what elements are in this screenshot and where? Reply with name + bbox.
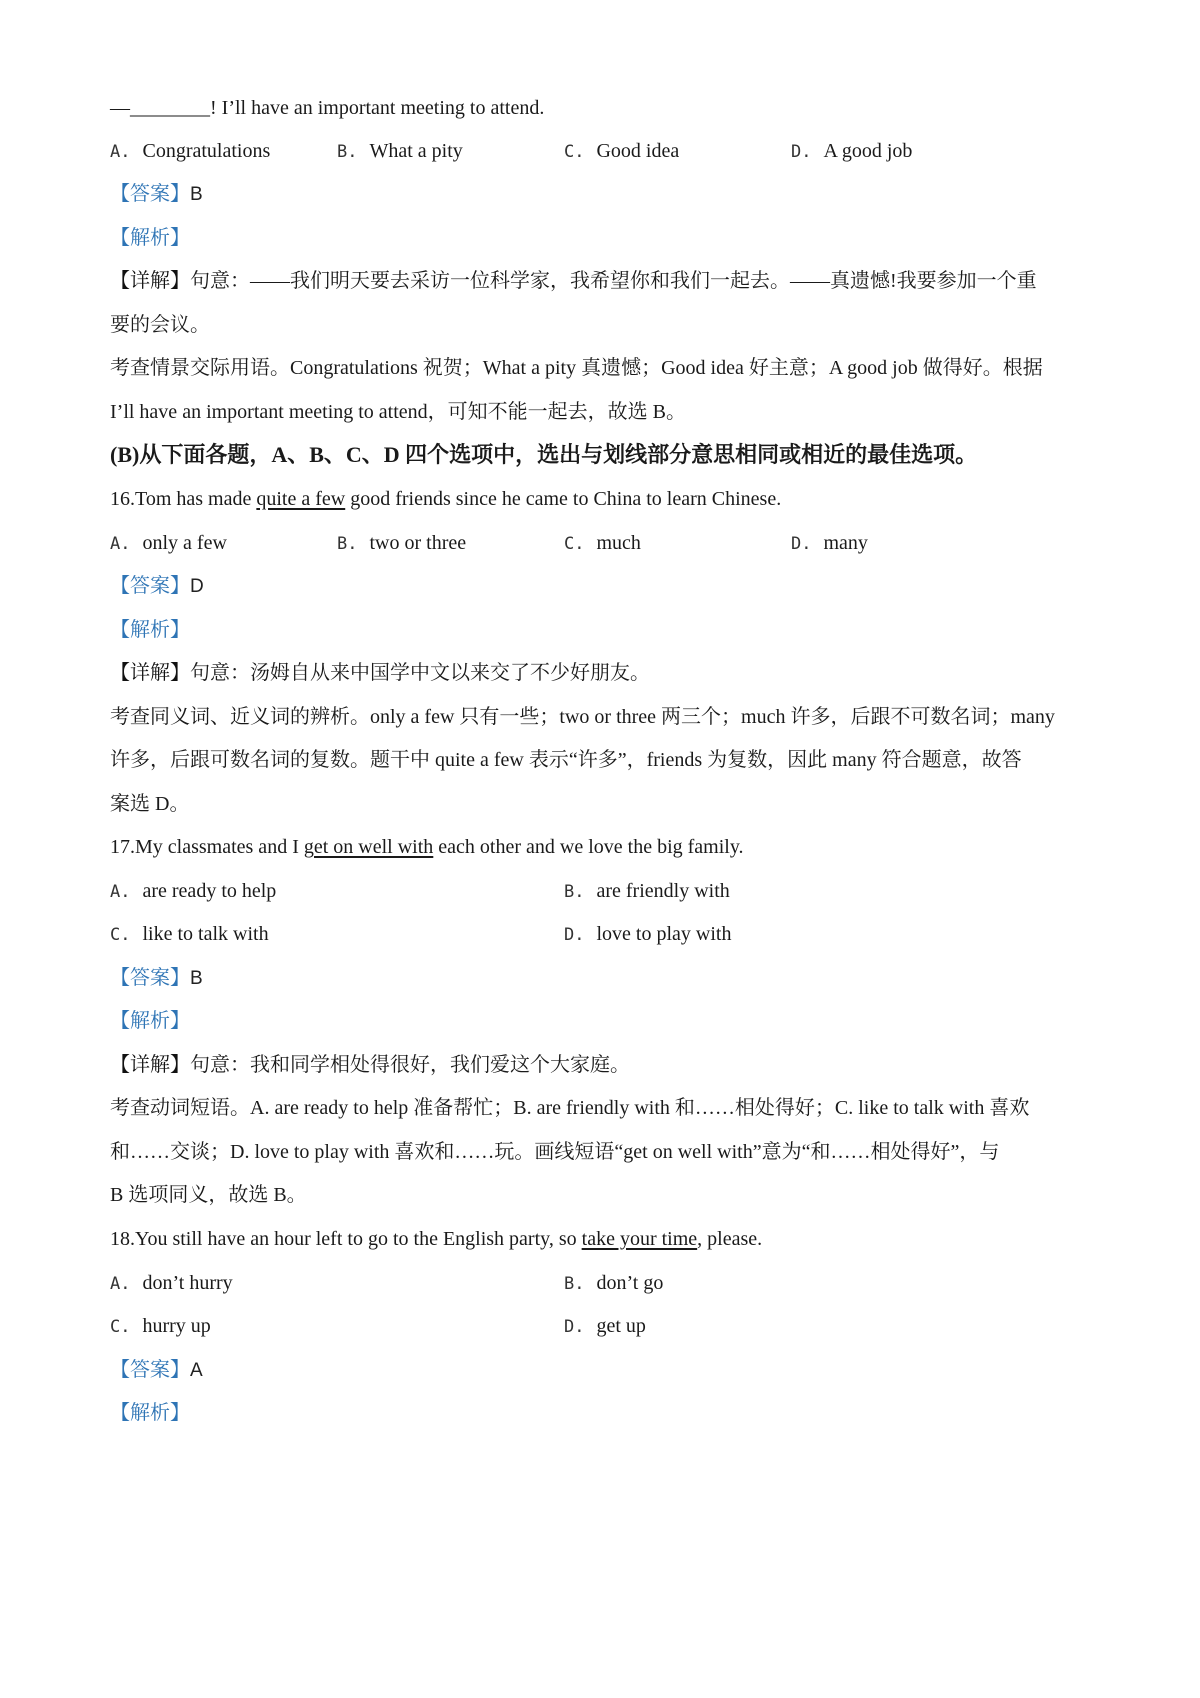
underlined-phrase: get on well with xyxy=(303,836,434,858)
answer-tag: 【答案】 xyxy=(110,1359,190,1381)
q17-detail-line: 【详解】句意：我和同学相处得很好，我们爱这个大家庭。 xyxy=(110,1054,630,1076)
q16-detail-line: 案选 D。 xyxy=(110,793,190,815)
option-a: A. don’t hurry xyxy=(110,1272,233,1294)
detail-tag: 【详解】 xyxy=(110,1054,190,1076)
analysis-tag: 【解析】 xyxy=(110,1010,190,1032)
underlined-phrase: quite a few xyxy=(256,488,346,510)
detail-tag: 【详解】 xyxy=(110,662,190,684)
answer-value: A xyxy=(190,1360,203,1381)
answer-value: B xyxy=(190,184,203,205)
option-b: B. What a pity xyxy=(337,140,463,162)
q17-stem: 17.My classmates and I get on well with each other and we love the big family. xyxy=(110,836,744,858)
q16-analysis xyxy=(110,616,1100,644)
q17-detail-line: 和……交谈；D. love to play with 喜欢和……玩。画线短语“get on well with”意为“和……相处得好”，与 xyxy=(110,1141,1000,1163)
answer-value: B xyxy=(190,968,203,989)
option-c: C. Good idea xyxy=(564,140,680,162)
answer-tag: 【答案】 xyxy=(110,967,190,989)
answer-tag: 【答案】 xyxy=(110,575,190,597)
answer-tag: 【答案】 xyxy=(110,183,190,205)
q16-detail-line: 考查同义词、近义词的辨析。only a few 只有一些；two or three 两三个；much 许多，后跟不可数名词；many xyxy=(110,706,1055,728)
q15-detail-line: I’ll have an important meeting to attend，可知不能一起去，故选 B。 xyxy=(110,401,687,423)
option-c: C. like to talk with xyxy=(110,923,269,945)
section-heading: (B)从下面各题，A、B、C、D 四个选项中，选出与划线部分意思相同或相近的最佳选项。 xyxy=(110,442,978,467)
analysis-tag: 【解析】 xyxy=(110,227,190,249)
option-d: D. love to play with xyxy=(564,923,732,945)
q15-analysis xyxy=(110,224,1100,252)
option-a: A. only a few xyxy=(110,532,227,554)
q18-analysis xyxy=(110,1399,1100,1427)
q16-detail-line: 【详解】句意：汤姆自从来中国学中文以来交了不少好朋友。 xyxy=(110,662,650,684)
option-c: C. much xyxy=(564,532,641,554)
q17-detail-line: B 选项同义，故选 B。 xyxy=(110,1184,307,1206)
q18-answer xyxy=(110,1356,1100,1385)
answer-value: D xyxy=(190,576,204,597)
option-b: B. don’t go xyxy=(564,1272,664,1294)
q15-detail-line: 考查情景交际用语。Congratulations 祝贺；What a pity 真遗憾；Good idea 好主意；A good job 做得好。根据 xyxy=(110,357,1043,379)
q16-answer xyxy=(110,572,1100,601)
underlined-phrase: take your time xyxy=(581,1228,698,1250)
q16-detail-line: 许多，后跟可数名词的复数。题干中 quite a few 表示“许多”，friends 为复数，因此 many 符合题意，故答 xyxy=(110,749,1022,771)
q17-detail-line: 考查动词短语。A. are ready to help 准备帮忙；B. are friendly with 和……相处得好；C. like to talk with 喜欢 xyxy=(110,1097,1030,1119)
q15-answer xyxy=(110,180,1100,209)
option-d: D. get up xyxy=(564,1315,646,1337)
q18-stem: 18.You still have an hour left to go to the English party, so take your time, please. xyxy=(110,1228,763,1250)
option-b: B. are friendly with xyxy=(564,880,730,902)
analysis-tag: 【解析】 xyxy=(110,1402,190,1424)
q15-detail-line: 【详解】句意：——我们明天要去采访一位科学家，我希望你和我们一起去。——真遗憾!我要参加一个重 xyxy=(110,270,1037,292)
option-a: A. are ready to help xyxy=(110,880,277,902)
q17-analysis xyxy=(110,1007,1100,1035)
option-d: D. many xyxy=(791,532,868,554)
option-d: D. A good job xyxy=(791,140,913,162)
q16-stem: 16.Tom has made quite a few good friends since he came to China to learn Chinese. xyxy=(110,488,782,510)
q17-answer xyxy=(110,964,1100,993)
option-c: C. hurry up xyxy=(110,1315,211,1337)
option-a: A. Congratulations xyxy=(110,140,271,162)
q15-stem: —________! I’ll have an important meeting to attend. xyxy=(110,97,545,119)
analysis-tag: 【解析】 xyxy=(110,619,190,641)
option-b: B. two or three xyxy=(337,532,467,554)
q15-detail-line: 要的会议。 xyxy=(110,314,210,336)
detail-tag: 【详解】 xyxy=(110,270,190,292)
